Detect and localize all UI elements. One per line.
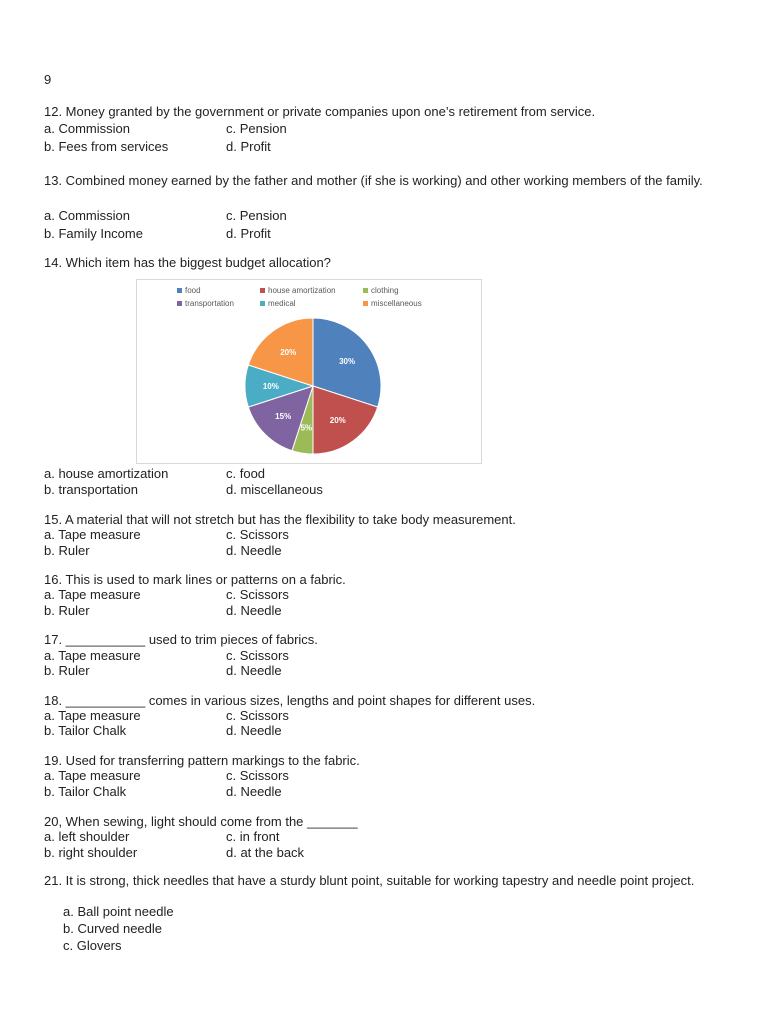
question-15-option-a: a. Tape measure	[44, 527, 141, 542]
legend-label: house amortization	[268, 286, 336, 295]
question-17-option-a: a. Tape measure	[44, 648, 141, 663]
pie-data-label-clothing: 5%	[300, 423, 313, 433]
question-20-option-b: b. right shoulder	[44, 845, 138, 860]
legend-swatch	[363, 301, 368, 306]
legend-swatch	[260, 288, 265, 293]
budget-pie-chart	[136, 279, 482, 464]
question-13-option-a: a. Commission	[44, 208, 130, 223]
legend-label: food	[185, 286, 201, 295]
question-18-option-c: c. Scissors	[226, 708, 289, 723]
question-20-stem: 20, When sewing, light should come from the _______	[44, 814, 358, 829]
legend-label: transportation	[185, 299, 234, 308]
pie-data-label-transportation: 15%	[275, 411, 292, 421]
question-14-option-d: d. miscellaneous	[226, 482, 323, 497]
question-15-option-d: d. Needle	[226, 543, 282, 558]
legend-item-clothing	[363, 286, 399, 295]
legend-item-food	[177, 286, 201, 295]
pie-data-label-house-amortization: 20%	[329, 416, 346, 426]
legend-item-miscellaneous	[363, 299, 422, 308]
question-20-option-c: c. in front	[226, 829, 280, 844]
question-16-stem: 16. This is used to mark lines or patterns on a fabric.	[44, 572, 346, 587]
question-19-option-a: a. Tape measure	[44, 768, 141, 783]
question-21-option-a: a. Ball point needle	[63, 904, 174, 919]
question-15-option-b: b. Ruler	[44, 543, 90, 558]
question-18-option-d: d. Needle	[226, 723, 282, 738]
question-13-option-c: c. Pension	[226, 208, 287, 223]
question-12-option-a: a. Commission	[44, 121, 130, 136]
question-15-option-c: c. Scissors	[226, 527, 289, 542]
question-18-option-a: a. Tape measure	[44, 708, 141, 723]
legend-swatch	[363, 288, 368, 293]
question-20-option-a: a. left shoulder	[44, 829, 130, 844]
question-16-option-a: a. Tape measure	[44, 587, 141, 602]
legend-item-medical	[260, 299, 296, 308]
question-13-option-d: d. Profit	[226, 226, 271, 241]
question-13-stem: 13. Combined money earned by the father and mother (if she is working) and other working members of the family.	[44, 173, 703, 188]
legend-label: miscellaneous	[371, 299, 422, 308]
legend-swatch	[177, 301, 182, 306]
page-number: 9	[44, 72, 52, 87]
legend-swatch	[260, 301, 265, 306]
question-14-stem: 14. Which item has the biggest budget allocation?	[44, 255, 331, 270]
legend-swatch	[177, 288, 182, 293]
question-16-option-c: c. Scissors	[226, 587, 289, 602]
question-19-option-c: c. Scissors	[226, 768, 289, 783]
pie-data-label-miscellaneous: 20%	[280, 347, 297, 357]
legend-label: clothing	[371, 286, 399, 295]
question-19-option-b: b. Tailor Chalk	[44, 784, 127, 799]
question-20-option-d: d. at the back	[226, 845, 305, 860]
question-12-option-d: d. Profit	[226, 139, 271, 154]
question-14-option-b: b. transportation	[44, 482, 138, 497]
legend-item-house-amortization	[260, 286, 336, 295]
question-12-option-c: c. Pension	[226, 121, 287, 136]
question-17-option-d: d. Needle	[226, 663, 282, 678]
pie-data-label-food: 30%	[339, 357, 356, 367]
legend-label: medical	[268, 299, 296, 308]
question-16-option-b: b. Ruler	[44, 603, 90, 618]
question-18-option-b: b. Tailor Chalk	[44, 723, 127, 738]
pie-chart-svg	[137, 280, 481, 463]
question-21-option-b: b. Curved needle	[63, 921, 163, 936]
question-16-option-d: d. Needle	[226, 603, 282, 618]
question-13-option-b: b. Family Income	[44, 226, 143, 241]
question-12-option-b: b. Fees from services	[44, 139, 169, 154]
question-14-option-c: c. food	[226, 466, 266, 481]
question-17-option-c: c. Scissors	[226, 648, 289, 663]
question-14-option-a: a. house amortization	[44, 466, 169, 481]
question-21-option-c: c. Glovers	[63, 938, 122, 953]
question-17-stem: 17. ___________ used to trim pieces of fabrics.	[44, 632, 318, 647]
question-21-stem: 21. It is strong, thick needles that have a sturdy blunt point, suitable for working tapestry and needle point project.	[44, 873, 695, 888]
pie-data-label-medical: 10%	[262, 382, 279, 391]
question-19-option-d: d. Needle	[226, 784, 282, 799]
legend-item-transportation	[177, 299, 234, 308]
question-19-stem: 19. Used for transferring pattern markings to the fabric.	[44, 753, 360, 768]
question-18-stem: 18. ___________ comes in various sizes, lengths and point shapes for different uses.	[44, 693, 536, 708]
question-17-option-b: b. Ruler	[44, 663, 90, 678]
question-12-stem: 12. Money granted by the government or private companies upon one’s retirement from service.	[44, 104, 596, 119]
question-15-stem: 15. A material that will not stretch but has the flexibility to take body measurement.	[44, 512, 516, 527]
